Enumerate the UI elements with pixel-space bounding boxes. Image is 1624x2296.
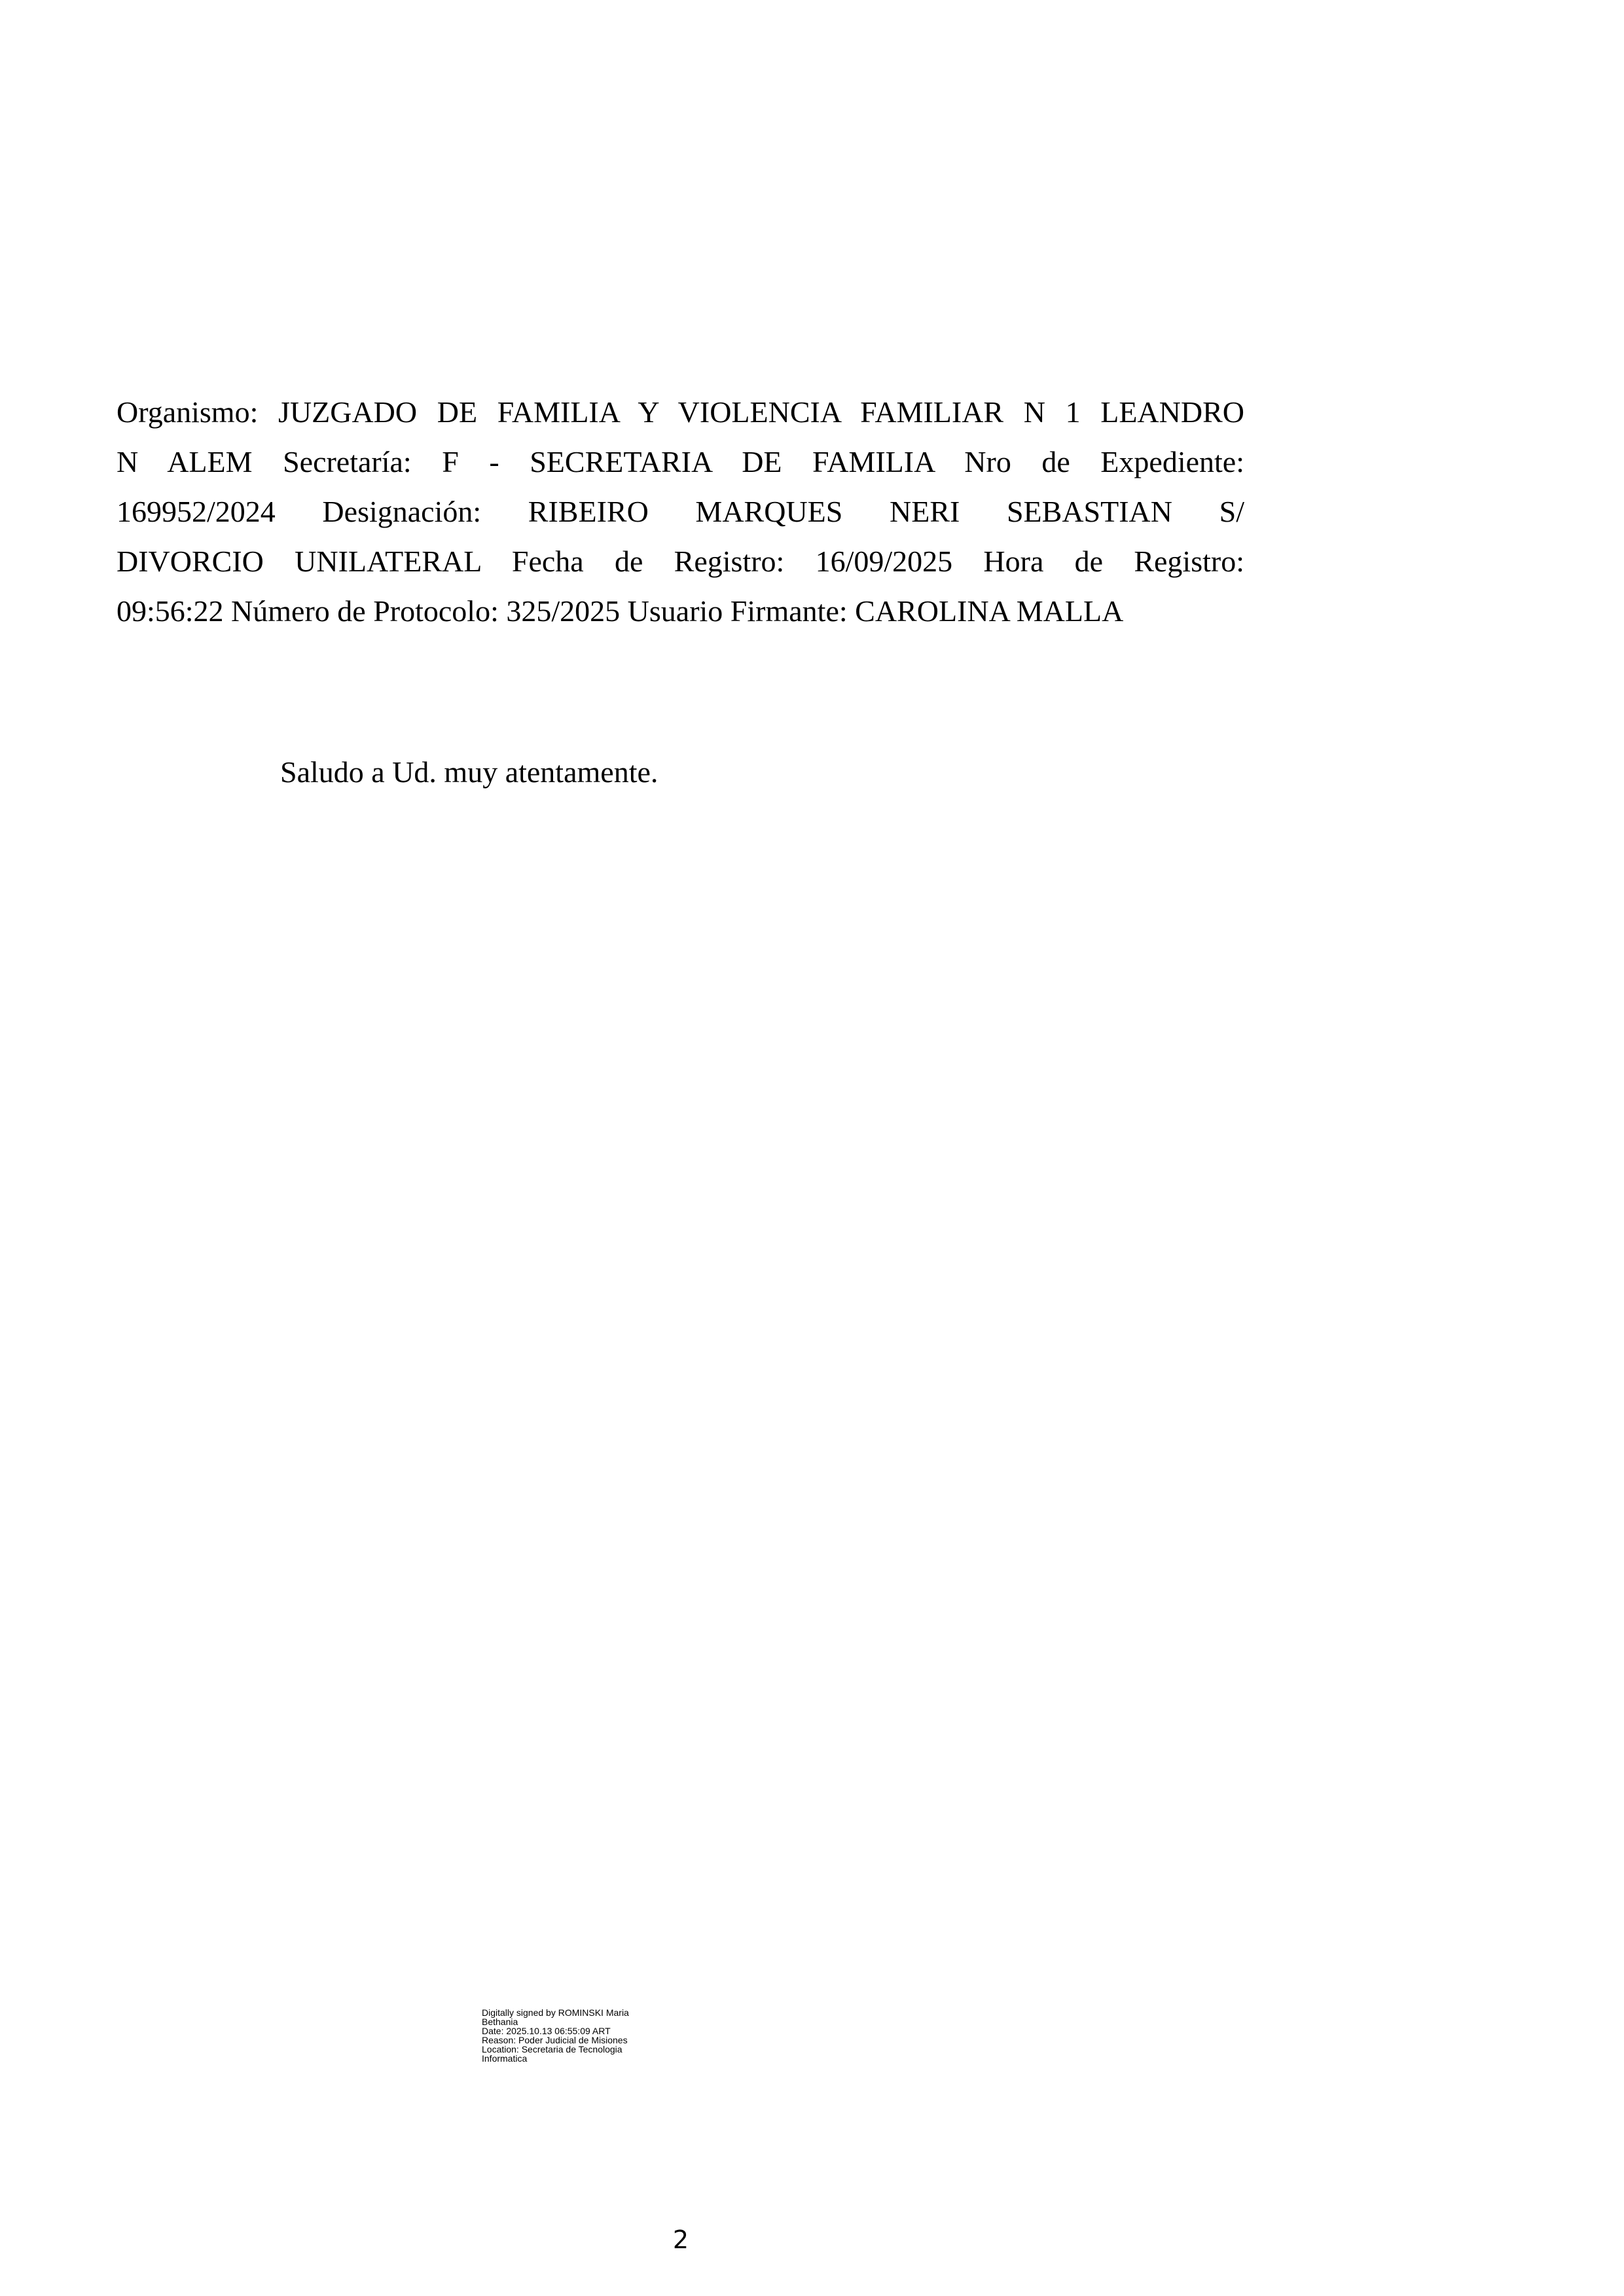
signature-line: Reason: Poder Judicial de Misiones	[482, 2035, 628, 2045]
signature-line: Location: Secretaria de Tecnologia	[482, 2044, 623, 2054]
signature-line: Date: 2025.10.13 06:55:09 ART	[482, 2026, 611, 2036]
signature-line: Informatica	[482, 2053, 528, 2064]
record-header-line: Organismo: JUZGADO DE FAMILIA Y VIOLENCIA FAMILIAR N 1 LEANDRO	[117, 395, 1244, 429]
record-header-line: N ALEM Secretaría: F - SECRETARIA DE FAMILIA Nro de Expediente:	[117, 445, 1244, 478]
page-number: 2	[672, 2225, 689, 2254]
digital-signature-stamp	[482, 2008, 691, 2063]
signature-line: Bethania	[482, 2017, 518, 2027]
record-header	[117, 387, 1244, 636]
signature-line: Digitally signed by ROMINSKI Maria	[482, 2007, 629, 2018]
record-header-line: 09:56:22 Número de Protocolo: 325/2025 Usuario Firmante: CAROLINA MALLA	[117, 594, 1124, 628]
record-header-line: 169952/2024 Designación: RIBEIRO MARQUES NERI SEBASTIAN S/	[117, 495, 1244, 528]
closing-salutation: Saludo a Ud. muy atentamente.	[280, 755, 659, 789]
record-header-line: DIVORCIO UNILATERAL Fecha de Registro: 16/09/2025 Hora de Registro:	[117, 545, 1244, 578]
